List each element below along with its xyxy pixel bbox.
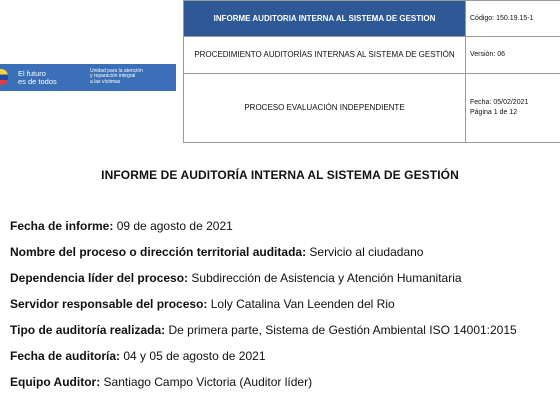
- procedure-cell: PROCEDIMIENTO AUDITORÍAS INTERNAS AL SISTEMA DE GESTIÓN: [184, 37, 466, 73]
- report-type-cell: INFORME AUDITORIA INTERNA AL SISTEMA DE GESTION: [184, 1, 466, 37]
- document-header: [0, 0, 555, 143]
- colombia-seal-icon: [0, 69, 8, 85]
- field-value: Santiago Campo Victoria (Auditor líder): [103, 375, 313, 389]
- process-cell: PROCESO EVALUACIÓN INDEPENDIENTE: [184, 73, 466, 142]
- field-value: 09 de agosto de 2021: [116, 219, 233, 233]
- audit-team-field: [10, 375, 548, 390]
- audit-type-field: [10, 323, 548, 338]
- process-lead-field: [10, 271, 548, 286]
- logo-main-line1: El futuro: [18, 68, 46, 78]
- audited-process-field: [10, 245, 548, 260]
- header-table: [0, 0, 560, 143]
- logo-sub-text: [90, 69, 174, 86]
- document-code: Código: 150.19.15-1: [466, 1, 560, 37]
- logo-cell: [0, 1, 184, 143]
- document-version: Versión: 06: [466, 37, 560, 73]
- report-fields: [10, 219, 548, 401]
- report-title: INFORME DE AUDITORÍA INTERNA AL SISTEMA DE GESTIÓN: [101, 168, 459, 182]
- document-date: Fecha: 05/02/2021: [470, 98, 529, 106]
- field-label: Dependencia líder del proceso:: [10, 271, 189, 285]
- field-label: Tipo de auditoría realizada:: [10, 323, 166, 337]
- field-value: 04 y 05 de agosto de 2021: [123, 349, 266, 363]
- audit-date-field: [10, 349, 548, 364]
- field-label: Fecha de auditoría:: [10, 349, 121, 363]
- field-value: Subdirección de Asistencia y Atención Humanitaria: [191, 271, 462, 285]
- logo-main-line2: es de todos: [18, 76, 57, 86]
- field-label: Servidor responsable del proceso:: [10, 297, 208, 311]
- logo-sub-line1: Unidad para la atención: [90, 67, 143, 74]
- logo-sub-line2: y reparación integral: [90, 73, 136, 79]
- field-value: Servicio al ciudadano: [309, 245, 424, 259]
- document-date-page-cell: [466, 73, 560, 142]
- field-label: Fecha de informe:: [10, 219, 114, 233]
- responsible-server-field: [10, 297, 548, 312]
- field-value: Loly Catalina Van Leenden del Rio: [210, 297, 395, 311]
- logo-main-text: [18, 70, 73, 86]
- page-number: Página 1 de 12: [470, 108, 518, 116]
- field-label: Equipo Auditor:: [10, 375, 101, 389]
- report-date-field: [10, 219, 548, 234]
- entity-logo: [0, 64, 176, 91]
- field-value: De primera parte, Sistema de Gestión Ambiental ISO 14001:2015: [168, 323, 517, 337]
- logo-sub-line3: a las víctimas: [90, 78, 121, 85]
- field-label: Nombre del proceso o dirección territorial auditada:: [10, 245, 307, 259]
